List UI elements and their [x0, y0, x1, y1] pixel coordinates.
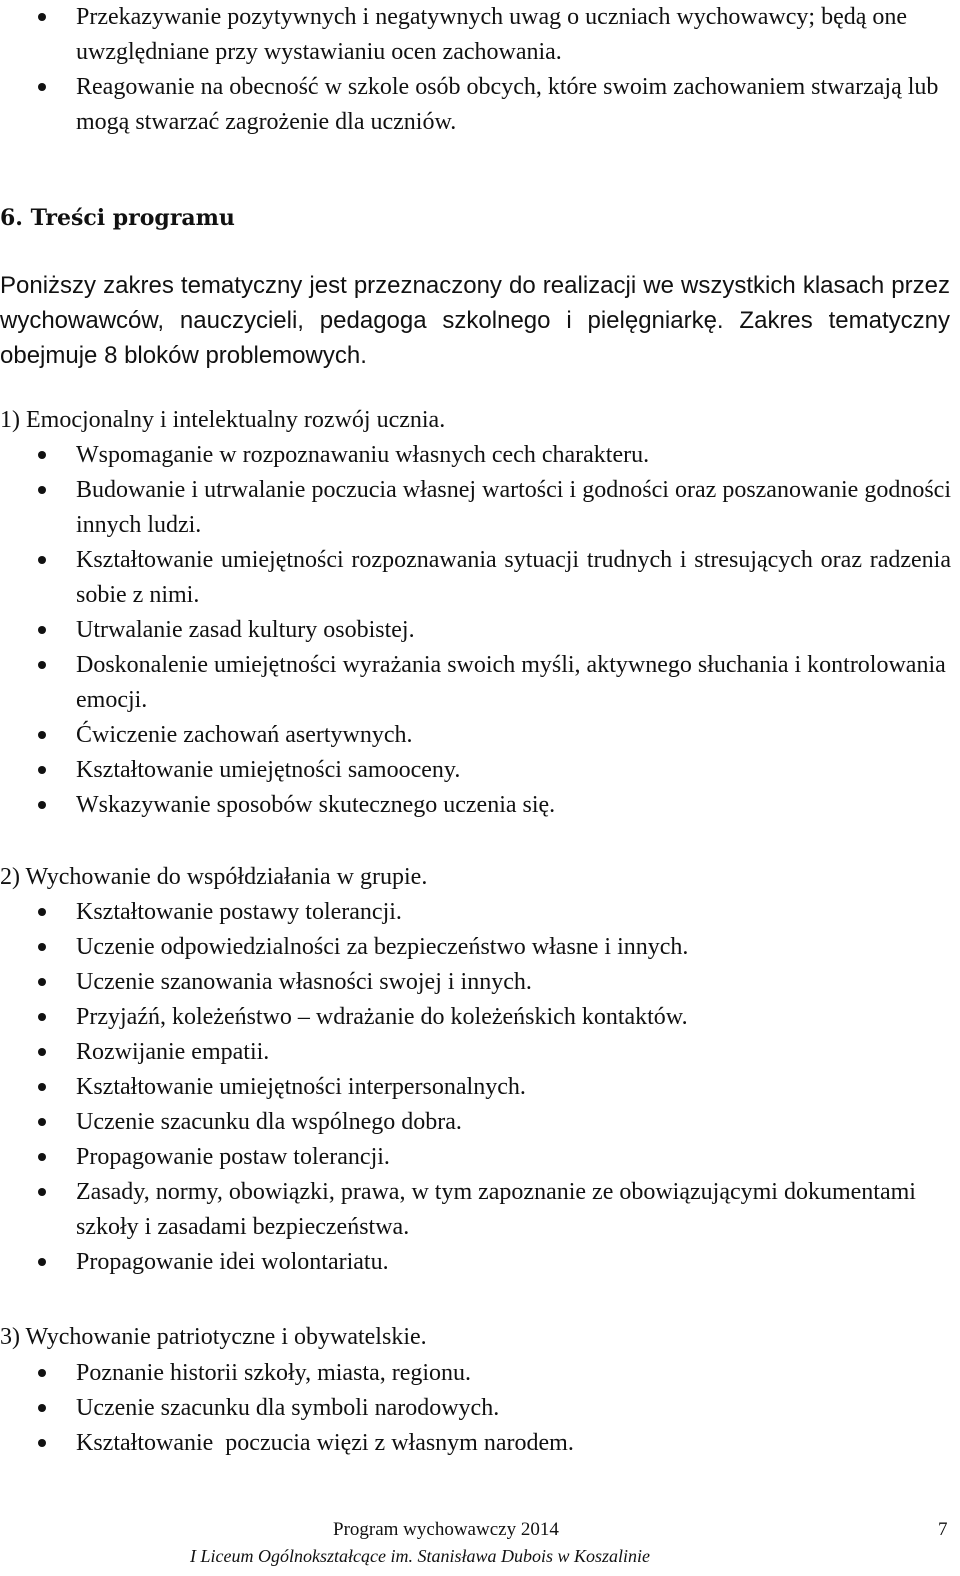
footer-school-name: I Liceum Ogólnokształcące im. Stanisława Dubois w Koszalinie [190, 1546, 650, 1566]
list-item: Uczenie szacunku dla symboli narodowych. [0, 1391, 960, 1426]
section-heading: 6. Treści programu [0, 205, 235, 231]
list-item: Uczenie szacunku dla wspólnego dobra. [0, 1105, 960, 1140]
list-item: Propagowanie postaw tolerancji. [0, 1140, 960, 1175]
list-item: Przyjaźń, koleżeństwo – wdrażanie do koleżeńskich kontaktów. [0, 1000, 960, 1035]
footer-title: Program wychowawczy 2014 [333, 1519, 559, 1540]
block-list-1 [0, 438, 960, 823]
list-item: Wskazywanie sposobów skutecznego uczenia się. [0, 788, 960, 823]
list-item: Zasady, normy, obowiązki, prawa, w tym zapoznanie ze obowiązującymi dokumentami szkoły i zasadami bezpieczeństwa. [0, 1175, 960, 1245]
page-number: 7 [938, 1519, 948, 1540]
list-item: Kształtowanie umiejętności interpersonalnych. [0, 1070, 960, 1105]
list-item: Reagowanie na obecność w szkole osób obcych, które swoim zachowaniem stwarzają lub mogą stwarzać zagrożenie dla uczniów. [0, 70, 960, 140]
block-title-2: 2) Wychowanie do współdziałania w grupie. [0, 864, 428, 890]
list-item: Poznanie historii szkoły, miasta, regionu. [0, 1356, 960, 1391]
list-item: Wspomaganie w rozpoznawaniu własnych cech charakteru. [0, 438, 960, 473]
list-item: Propagowanie idei wolontariatu. [0, 1245, 960, 1280]
list-item: Uczenie odpowiedzialności za bezpieczeństwo własne i innych. [0, 930, 960, 965]
list-item: Kształtowanie umiejętności rozpoznawania sytuacji trudnych i stresujących oraz radzenia sobie z nimi. [0, 543, 960, 613]
list-item: Uczenie szanowania własności swojej i innych. [0, 965, 960, 1000]
block-list-2 [0, 895, 960, 1280]
block-list-3 [0, 1356, 960, 1461]
list-item: Kształtowanie umiejętności samooceny. [0, 753, 960, 788]
list-item: Ćwiczenie zachowań asertywnych. [0, 718, 960, 753]
list-item: Budowanie i utrwalanie poczucia własnej wartości i godności oraz poszanowanie godności innych ludzi. [0, 473, 960, 543]
section-intro-paragraph: Poniższy zakres tematyczny jest przeznaczony do realizacji we wszystkich klasach przez wychowawców, nauczycieli, pedagoga szkolnego i pielęgniarkę. Zakres tematyczny obejmuje 8 bloków problemowych. [0, 272, 950, 369]
list-item: Rozwijanie empatii. [0, 1035, 960, 1070]
block-title-1: 1) Emocjonalny i intelektualny rozwój ucznia. [0, 407, 446, 433]
block-title-3: 3) Wychowanie patriotyczne i obywatelskie. [0, 1324, 427, 1350]
list-item: Kształtowanie poczucia więzi z własnym narodem. [0, 1426, 960, 1461]
list-item: Przekazywanie pozytywnych i negatywnych uwag o uczniach wychowawcy; będą one uwzględniane przy wystawianiu ocen zachowania. [0, 0, 960, 70]
intro-list [0, 0, 960, 140]
list-item: Kształtowanie postawy tolerancji. [0, 895, 960, 930]
list-item: Doskonalenie umiejętności wyrażania swoich myśli, aktywnego słuchania i kontrolowania emocji. [0, 648, 960, 718]
list-item: Utrwalanie zasad kultury osobistej. [0, 613, 960, 648]
